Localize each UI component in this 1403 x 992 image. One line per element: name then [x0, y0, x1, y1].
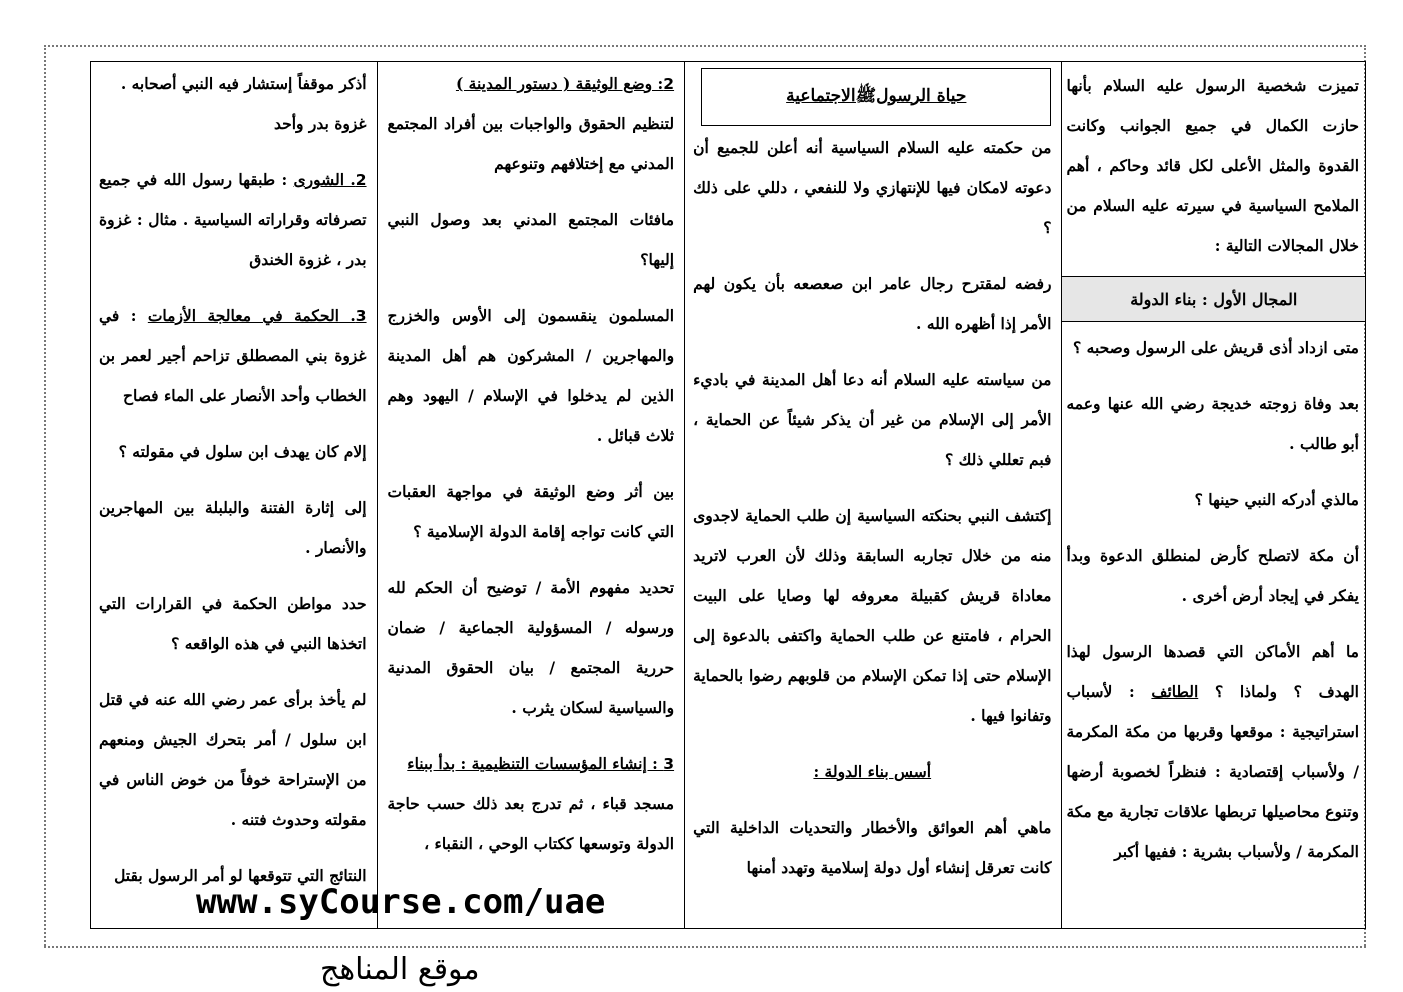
question-2: حدد مواطن الحكمة في القرارات التي اتخذها النبي في هذه الواقعه ؟	[99, 594, 367, 653]
question-3-rest: : لأسباب استراتيجية : موقعها وقربها من مكة المكرمة / ولأسباب إقتصادية : فنظراً لخصوبة أرضها وتنوع محاصيلها تربطها علاقات تجارية مع مكة المكرمة / ولأسباب بشرية : ففيها أكبر	[1066, 682, 1359, 861]
column-2	[684, 62, 1061, 928]
heading-wisdom-text	[148, 306, 367, 325]
paragraph-1: من حكمته عليه السلام السياسية أنه أعلن للجميع أن دعوته لامكان فيها للإنتهازي ولا للنفعي ، دللي على ذلك ؟	[693, 138, 1052, 237]
paragraph-1: أذكر موقفاً إستشار فيه النبي أصحابه .	[120, 74, 367, 93]
heading-2	[378, 64, 685, 104]
paragraph-4: إكتشف النبي بحنكته السياسية إن طلب الحماية لاجدوى منه من خلال تجاربه السابقة وذلك لأن العرب لاتريد معاداة قريش كقبيلة معروفه لها وصايا على البيت الحرام ، فامتنع عن طلب الحماية واكتفى بالدعوة إلى الإسلام حتى إذا تمكن الإسلام من قلوبهم رضوا بالحماية وتفانوا فيها .	[693, 506, 1052, 725]
heading-wisdom-number: 3	[355, 307, 367, 325]
question-3-start: ما أهم الأماكن التي قصدها الرسول لهذا الهدف ؟ ولماذا ؟	[1066, 642, 1359, 701]
site-name-footer: موقع المناهج	[320, 952, 480, 987]
heading-wisdom-title: . الحكمة في معالجة الأزمات	[147, 306, 356, 325]
heading-3-text	[407, 754, 674, 773]
heading-shura-title: . الشورى	[293, 170, 356, 189]
paragraph-2: رفضه لمقترح رجال عامر ابن صعصعه بأن يكون لهم الأمر إذا أظهره الله .	[693, 274, 1052, 333]
question-3	[1062, 632, 1365, 872]
section-title-box	[701, 68, 1051, 126]
paragraph-5: تحديد مفهوم الأمة / توضيح أن الحكم لله ورسوله / المسؤولية الجماعية / ضمان حررية المجتمع / بيان الحقوق المدنية والسياسية لسكان يثرب .	[387, 578, 675, 717]
heading-wisdom-rest: : في غزوة بني المصطلق تزاحم أجير لعمر بن الخطاب وأحد الأنصار على الماء فصاح	[99, 306, 367, 405]
question-2: مالذي أدركه النبي حينها ؟	[1194, 490, 1359, 509]
paragraph-6: مسجد قباء ، ثم تدرج بعد ذلك حسب حاجة الدولة وتوسعها ككتاب الوحي ، النقباء ،	[387, 794, 675, 853]
heading-3	[378, 744, 685, 784]
paragraph-2: مافئات المجتمع المدني بعد وصول النبي إليها؟	[387, 210, 675, 269]
subtitle-text: أسس بناء الدولة :	[813, 762, 932, 781]
study-sheet	[90, 61, 1366, 929]
heading-wisdom	[91, 296, 377, 416]
heading-shura-rest: : طبقها رسول الله في جميع تصرفاته وقراراته السياسية . مثال : غزوة بدر ، غزوة الخندق	[99, 170, 367, 269]
intro-paragraph: تميزت شخصية الرسول عليه السلام بأنها حازت الكمال في جميع الجوانب وكانت القدوة والمثل الأعلى لكل قائد وحاكم ، أهم الملامح السياسية في سيرته عليه السلام من خلال المجالات التالية :	[1066, 76, 1359, 255]
domain-title-bar: المجال الأول : بناء الدولة	[1062, 276, 1365, 322]
question-1: إلام كان يهدف ابن سلول في مقولته ؟	[118, 442, 367, 461]
website-watermark: www.syCourse.com/uae	[196, 882, 606, 922]
paragraph-last: النتائج التي تتوقعها لو أمر الرسول بقتل	[114, 866, 367, 885]
paragraph-1: لتنظيم الحقوق والواجبات بين أفراد المجتمع المدني مع إختلافهم وتنوعهم	[387, 114, 675, 173]
paragraph-2: غزوة بدر وأحد	[274, 114, 367, 133]
heading-2-title: : وضع الوثيقة ( دستور المدينة )	[455, 74, 664, 93]
answer-1: إلى إثارة الفتنة والبلبلة بين المهاجرين والأنصار .	[99, 498, 367, 557]
paragraph-3: من سياسته عليه السلام أنه دعا أهل المدينة في باديء الأمر إلى الإسلام من غير أن يذكر شيئاً عن الحماية ، فبم تعللي ذلك ؟	[693, 370, 1052, 469]
heading-shura	[91, 160, 377, 280]
column-3	[377, 62, 685, 928]
dotted-border-left	[44, 45, 46, 946]
heading-3-title: : إنشاء المؤسسات التنظيمية : بدأ ببناء	[407, 754, 664, 773]
column-1	[1061, 62, 1365, 928]
heading-shura-number: 2	[355, 171, 367, 189]
paragraph-3: المسلمون ينقسمون إلى الأوس والخزرج والمهاجرين / المشركون هم أهل المدينة الذين لم يدخلوا في الإسلام / اليهود وهم ثلاث قبائل .	[387, 306, 675, 445]
section-title: حياة الرسولﷺالاجتماعية	[786, 85, 967, 106]
column-4	[91, 62, 377, 928]
taif-label: الطائف	[1151, 682, 1199, 701]
heading-3-number: 3	[663, 755, 675, 773]
answer-1: بعد وفاة زوجته خديجة رضي الله عنها وعمه أبو طالب .	[1066, 394, 1359, 453]
heading-2-text	[456, 74, 674, 93]
subtitle-pillars	[685, 752, 1061, 792]
dotted-border-bottom	[44, 946, 1366, 948]
paragraph-4: بين أثر وضع الوثيقة في مواجهة العقبات التي كانت تواجه إقامة الدولة الإسلامية ؟	[387, 482, 675, 541]
question-1: متى ازداد أذى قريش على الرسول وصحبه ؟	[1073, 338, 1359, 357]
heading-shura-text	[294, 170, 367, 189]
answer-2: أن مكة لاتصلح كأرض لمنطلق الدعوة وبدأ يفكر في إيجاد أرض أخرى .	[1066, 546, 1359, 605]
answer-2: لم يأخذ برأى عمر رضي الله عنه في قتل ابن سلول / أمر بتحرك الجيش ومنعهم من الإستراحة خوفاً من خوض الناس في مقولته وحدوث فتنه .	[99, 690, 367, 829]
dotted-border-top	[44, 45, 1366, 47]
heading-2-number: 2	[663, 75, 675, 93]
paragraph-5: ماهي أهم العوائق والأخطار والتحديات الداخلية التي كانت تعرقل إنشاء أول دولة إسلامية وتهدد أمنها	[693, 818, 1052, 877]
